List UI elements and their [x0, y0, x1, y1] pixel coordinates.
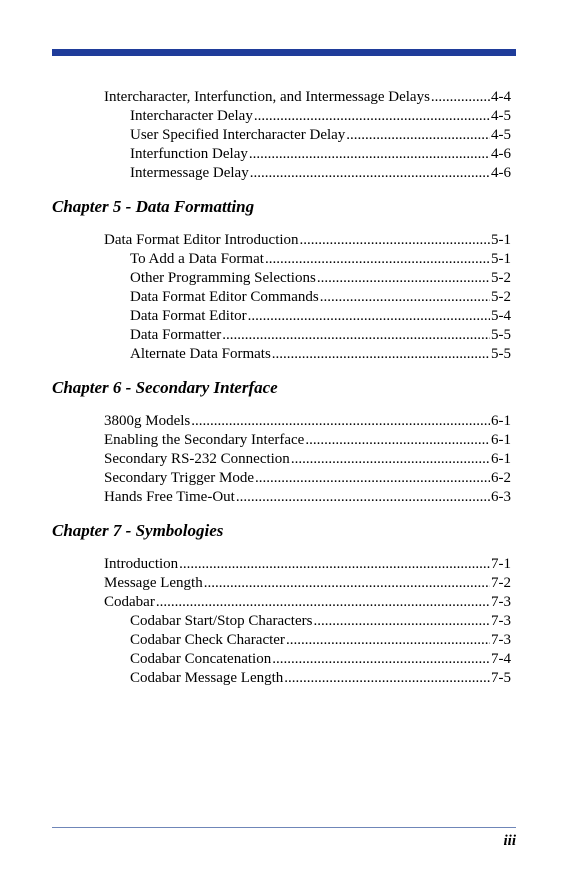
- toc-entry[interactable]: [130, 650, 511, 668]
- toc-entry-title: Interfunction Delay: [130, 146, 248, 162]
- toc-entry[interactable]: [104, 574, 511, 592]
- dot-leader: [204, 574, 490, 592]
- chapter-heading: Chapter 6 - Secondary Interface: [52, 378, 278, 397]
- toc-entry-page: 6-3: [491, 489, 511, 505]
- toc-entry[interactable]: [130, 145, 511, 163]
- page-number: iii: [503, 833, 516, 849]
- toc-entry-page: 4-5: [491, 127, 511, 143]
- toc-entry-title: Other Programming Selections: [130, 270, 316, 286]
- toc-entry-title: Data Formatter: [130, 327, 222, 343]
- toc-entry-page: 4-6: [491, 165, 511, 181]
- toc-entry[interactable]: [130, 269, 511, 287]
- toc-entry-page: 4-5: [491, 108, 511, 124]
- toc-entry-title: Codabar Message Length: [130, 670, 284, 686]
- dot-leader: [222, 326, 490, 344]
- toc-entry-title: Data Format Editor Commands: [130, 289, 319, 305]
- toc-entry-page: 4-6: [491, 146, 511, 162]
- toc-entry-title: Data Format Editor: [130, 308, 247, 324]
- dot-leader: [255, 469, 490, 487]
- toc-entry[interactable]: [130, 345, 511, 363]
- toc-entry-title: 3800g Models: [104, 413, 191, 429]
- dot-leader: [250, 164, 490, 182]
- toc-entry[interactable]: [104, 88, 511, 106]
- dot-leader: [300, 231, 490, 249]
- toc-entry-page: 6-1: [491, 432, 511, 448]
- toc-entry[interactable]: [104, 431, 511, 449]
- toc-entry[interactable]: [130, 107, 511, 125]
- toc-entry[interactable]: [104, 593, 511, 611]
- header-bar: [52, 49, 516, 56]
- dot-leader: [272, 650, 490, 668]
- chapter-heading: Chapter 7 - Symbologies: [52, 521, 224, 540]
- toc-entry-title: Codabar Check Character: [130, 632, 285, 648]
- toc-entry[interactable]: [130, 126, 511, 144]
- toc-entry-page: 7-2: [491, 575, 511, 591]
- toc-entry[interactable]: [104, 488, 511, 506]
- toc-entry-title: Intercharacter, Interfunction, and Intermessage Delays: [104, 89, 430, 105]
- toc-entry-page: 7-4: [491, 651, 511, 667]
- toc-entry-title: Introduction: [104, 556, 179, 572]
- chapter-heading: Chapter 5 - Data Formatting: [52, 197, 255, 216]
- toc-entry-title: Message Length: [104, 575, 203, 591]
- toc-entry-title: Intermessage Delay: [130, 165, 249, 181]
- toc-entry[interactable]: [130, 164, 511, 182]
- toc-entry[interactable]: [130, 307, 511, 325]
- toc-entry-title: User Specified Intercharacter Delay: [130, 127, 346, 143]
- toc-entry-title: Codabar Concatenation: [130, 651, 272, 667]
- toc-entry-title: Codabar Start/Stop Characters: [130, 613, 313, 629]
- dot-leader: [291, 450, 490, 468]
- toc-entry-page: 5-5: [491, 327, 511, 343]
- toc-entry-title: To Add a Data Format: [130, 251, 264, 267]
- toc-entry[interactable]: [130, 669, 511, 687]
- toc-entry-page: 5-2: [491, 289, 511, 305]
- toc-entry-page: 5-4: [491, 308, 511, 324]
- dot-leader: [265, 250, 490, 268]
- toc-entry[interactable]: [104, 555, 511, 573]
- toc-entry[interactable]: [130, 250, 511, 268]
- dot-leader: [249, 145, 490, 163]
- dot-leader: [236, 488, 490, 506]
- toc-entry[interactable]: [104, 469, 511, 487]
- toc-entry-title: Hands Free Time-Out: [104, 489, 235, 505]
- toc-entry-page: 5-1: [491, 232, 511, 248]
- toc-entry-page: 7-1: [491, 556, 511, 572]
- toc-entry[interactable]: [130, 326, 511, 344]
- toc-entry-page: 7-3: [491, 594, 511, 610]
- toc-entry-title: Secondary RS-232 Connection: [104, 451, 290, 467]
- toc-entry[interactable]: [130, 631, 511, 649]
- dot-leader: [248, 307, 490, 325]
- toc-entry[interactable]: [104, 231, 511, 249]
- toc-entry-page: 7-3: [491, 632, 511, 648]
- toc-entry[interactable]: [104, 412, 511, 430]
- dot-leader: [254, 107, 490, 125]
- dot-leader: [286, 631, 490, 649]
- toc-entry-title: Intercharacter Delay: [130, 108, 253, 124]
- dot-leader: [272, 345, 490, 363]
- dot-leader: [191, 412, 490, 430]
- toc-entry-title: Data Format Editor Introduction: [104, 232, 299, 248]
- toc-entry-title: Enabling the Secondary Interface: [104, 432, 305, 448]
- toc-entry-page: 4-4: [491, 89, 511, 105]
- dot-leader: [320, 288, 490, 306]
- dot-leader: [313, 612, 490, 630]
- toc-entry-title: Secondary Trigger Mode: [104, 470, 254, 486]
- toc-entry-page: 5-1: [491, 251, 511, 267]
- dot-leader: [284, 669, 490, 687]
- toc-entry-title: Alternate Data Formats: [130, 346, 271, 362]
- dot-leader: [179, 555, 490, 573]
- toc-entry-page: 7-3: [491, 613, 511, 629]
- toc-entry-page: 6-1: [491, 451, 511, 467]
- dot-leader: [156, 593, 490, 611]
- toc-entry-page: 5-5: [491, 346, 511, 362]
- footer-rule: [52, 827, 516, 828]
- dot-leader: [305, 431, 490, 449]
- toc-entry[interactable]: [104, 450, 511, 468]
- toc-entry[interactable]: [130, 288, 511, 306]
- toc-entry-page: 5-2: [491, 270, 511, 286]
- dot-leader: [431, 88, 490, 106]
- toc-entry[interactable]: [130, 612, 511, 630]
- dot-leader: [317, 269, 490, 287]
- toc-entry-page: 6-1: [491, 413, 511, 429]
- toc-entry-page: 7-5: [491, 670, 511, 686]
- toc-entry-title: Codabar: [104, 594, 155, 610]
- toc-entry-page: 6-2: [491, 470, 511, 486]
- dot-leader: [346, 126, 490, 144]
